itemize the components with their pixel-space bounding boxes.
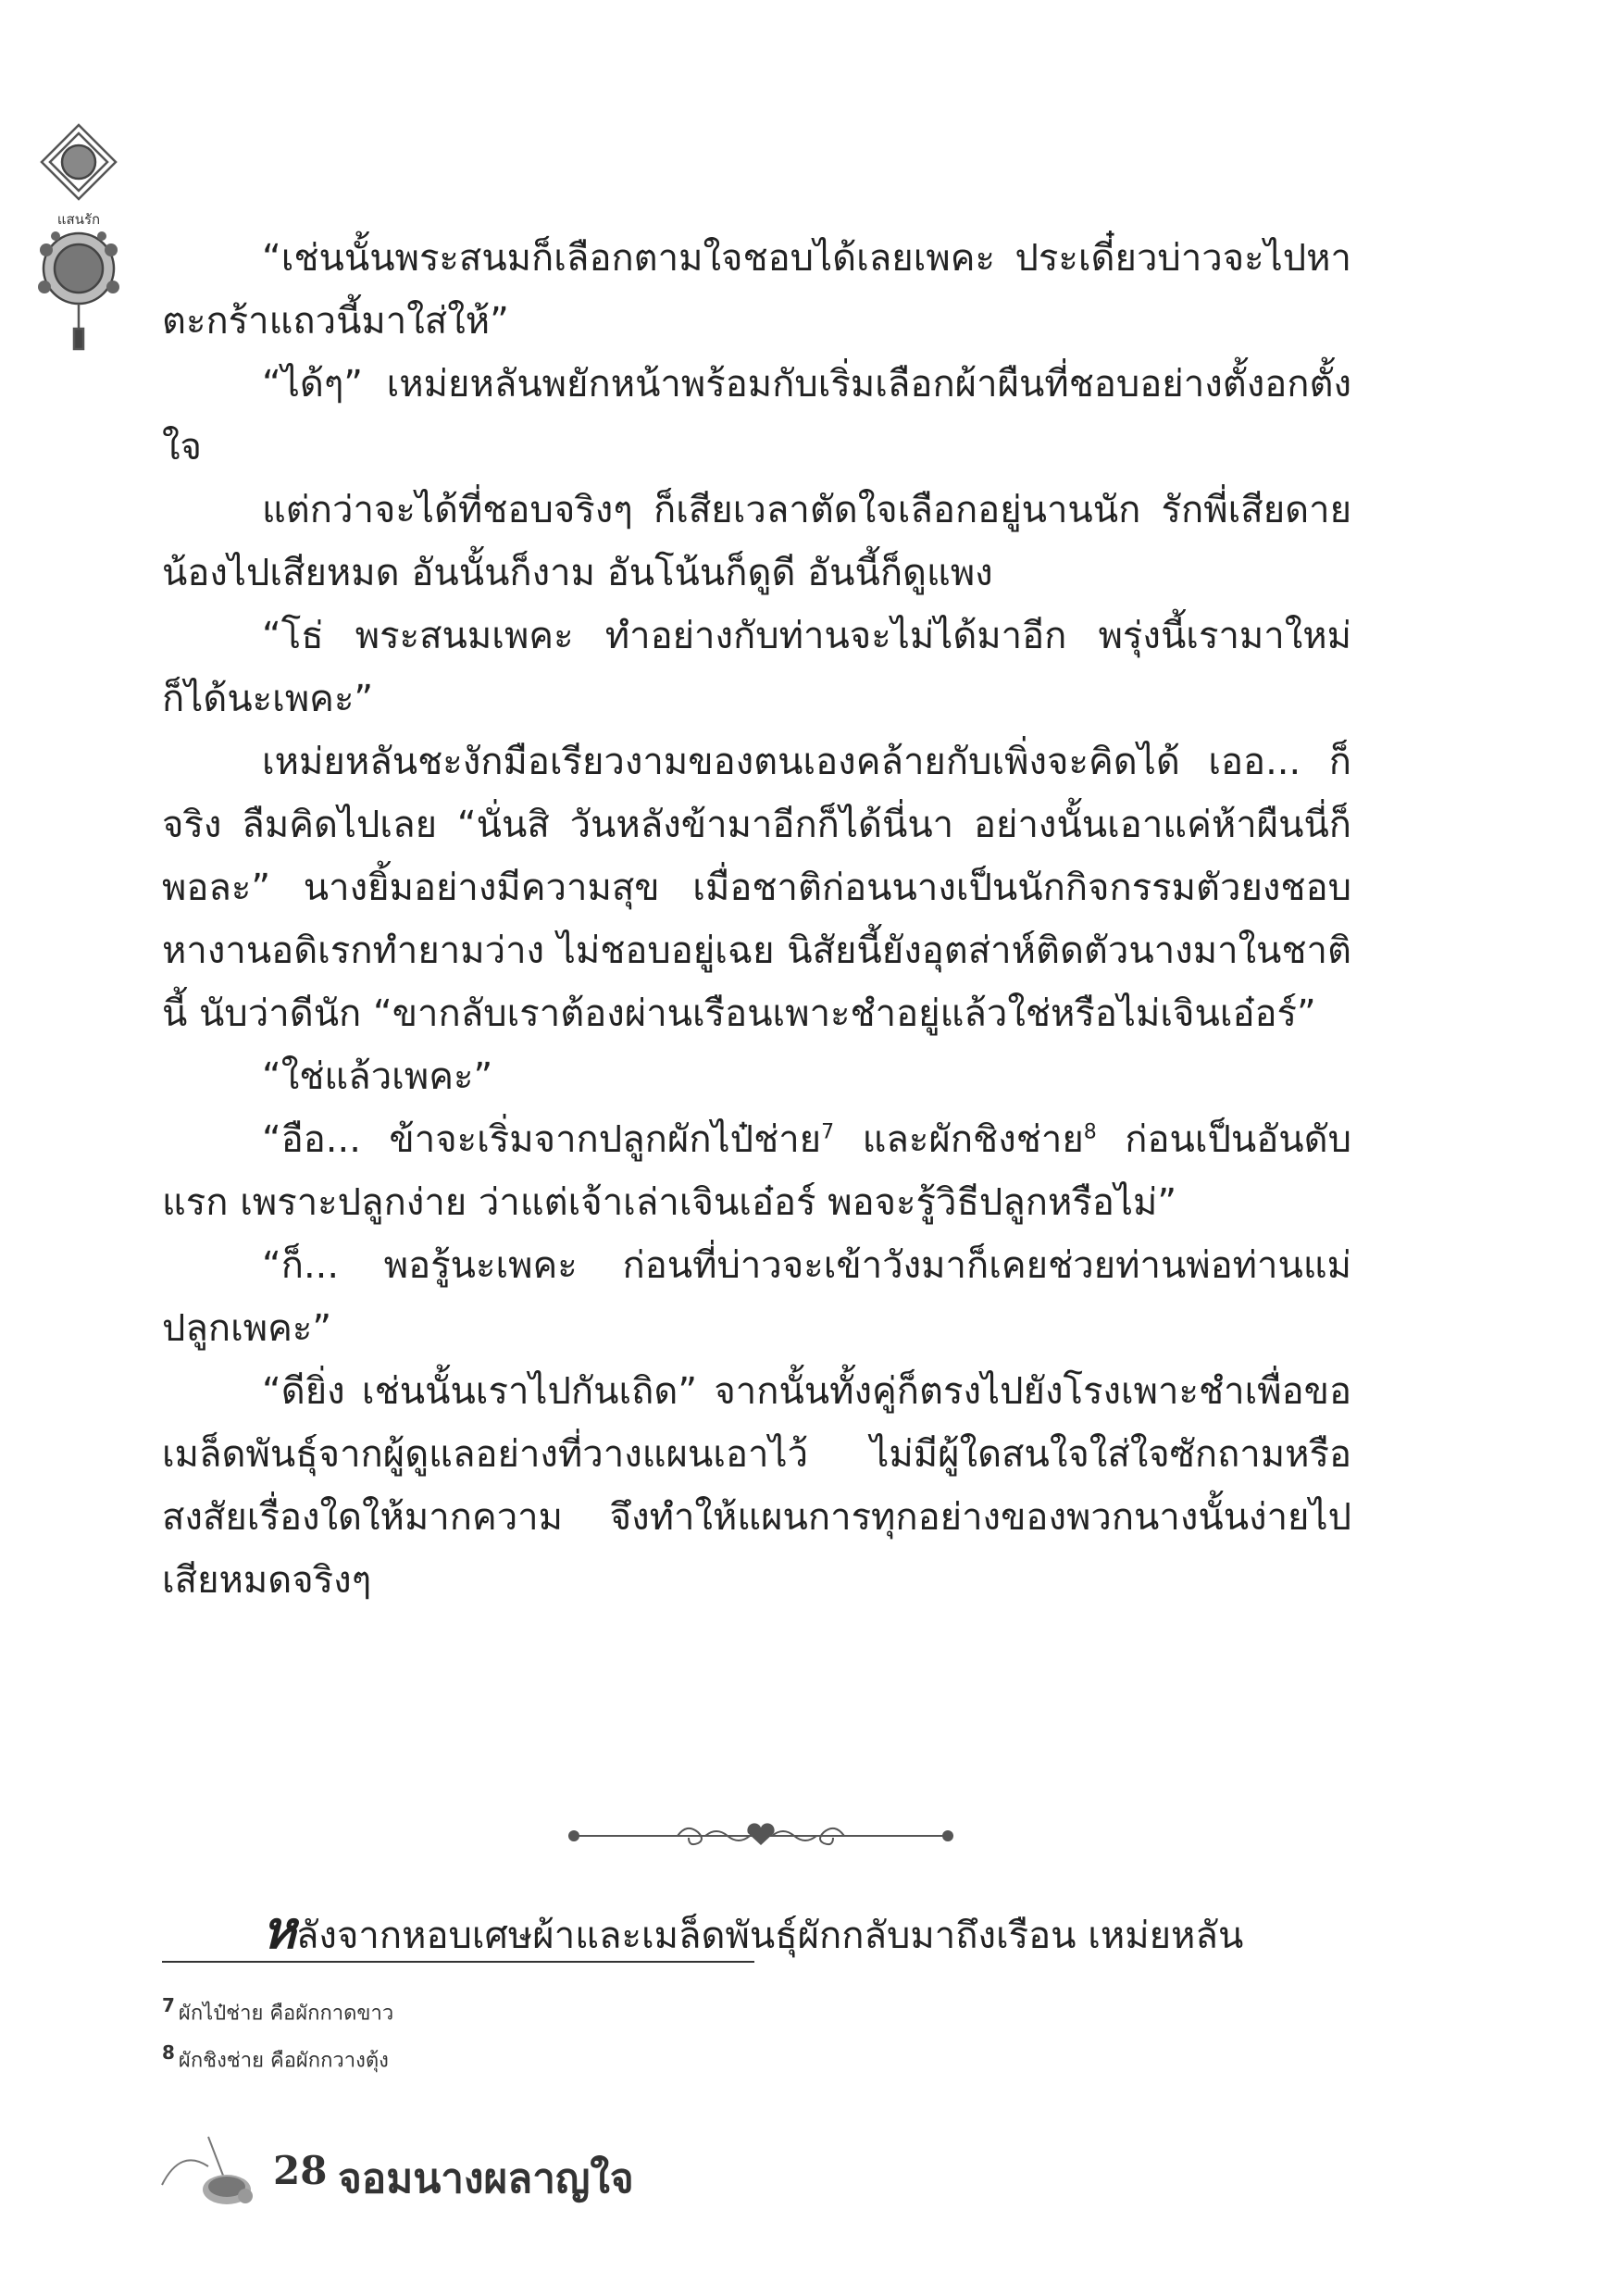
page-footer — [153, 2129, 708, 2213]
paragraph: “ได้ๆ” เหม่ยหลันพยักหน้าพร้อมกับเริ่มเลือกผ้าผืนที่ชอบอย่างตั้งอกตั้งใจ — [162, 363, 1351, 468]
paragraph-with-footnotes — [162, 1108, 1351, 1234]
paragraph-text: “อือ... ข้าจะเริ่มจากปลูกผักไป๋ช่าย — [262, 1118, 822, 1161]
publisher-ornament — [28, 120, 130, 361]
footnote-rule — [162, 1961, 754, 1963]
paragraph: แต่กว่าจะได้ที่ชอบจริงๆ ก็เสียเวลาตัดใจเลือกอยู่นานนัก รักพี่เสียดายน้องไปเสียหมด อันนั้นก็งาม อันโน้นก็ดูดี อันนี้ก็ดูแพง — [162, 489, 1351, 594]
footnotes — [162, 1986, 393, 2081]
footnote-number: 8 — [162, 2041, 175, 2065]
footnote-7 — [162, 1986, 393, 2033]
footnote-ref-7: 7 — [821, 1120, 835, 1144]
footnote-text: ผักชิงช่าย คือผักกวางตุ้ง — [178, 2049, 389, 2073]
footnote-text: ผักไป๋ช่าย คือผักกาดขาว — [178, 2002, 394, 2026]
paragraph-text: และผักชิงช่าย — [834, 1118, 1084, 1161]
page-number: 28 — [273, 2148, 328, 2193]
publisher-logo-text: แสนรัก — [56, 211, 101, 228]
drop-letter: ห — [262, 1900, 296, 1961]
paragraph: “ใช่แล้วเพคะ” — [262, 1055, 493, 1098]
book-title: จอมนางผลาญใจ — [338, 2155, 634, 2202]
thread-spool-icon — [153, 2129, 268, 2213]
section-divider — [566, 1817, 955, 1854]
paragraph: เหม่ยหลันชะงักมือเรียวงามของตนเองคล้ายกับเพิ่งจะคิดได้ เออ... ก็จริง ลืมคิดไปเลย “นั่นสิ วันหลังข้ามาอีกก็ได้นี่นา อย่างนั้นเอาแค่ห้าผืนนี่ก็พอละ” นางยิ้มอย่างมีความสุข เมื่อชาติก่อนนางเป็นนักกิจกรรมตัวยงชอบหางานอดิเรกทำยามว่าง ไม่ชอบอยู่เฉย นิสัยนี้ยังอุตส่าห์ติดตัวนางมาในชาตินี้ นับว่าดีนัก “ขากลับเราต้องผ่านเรือนเพาะชำอยู่แล้วใช่หรือไม่เจินเอ๋อร์” — [162, 741, 1351, 1035]
footnote-ref-8: 8 — [1083, 1120, 1097, 1144]
body-text — [162, 227, 1351, 1612]
paragraph-text: ก่อนเป็นอันดับแรก เพราะปลูกง่าย ว่าแต่เจ้าเล่าเจินเอ๋อร์ พอจะรู้วิธีปลูกหรือไม่” — [162, 1118, 1351, 1224]
paragraph: “ดียิ่ง เช่นนั้นเราไปกันเถิด” จากนั้นทั้งคู่ก็ตรงไปยังโรงเพาะชำเพื่อขอเมล็ดพันธุ์จากผู้ดูแลอย่างที่วางแผนเอาไว้ ไม่มีผู้ใดสนใจใส่ใจซักถามหรือสงสัยเรื่องใดให้มากความ จึงทำให้แผนการทุกอย่างของพวกนางนั้นง่ายไปเสียหมดจริงๆ — [162, 1370, 1351, 1602]
paragraph: “เช่นนั้นพระสนมก็เลือกตามใจชอบได้เลยเพคะ ประเดี๋ยวบ่าวจะไปหาตะกร้าแถวนี้มาใส่ให้” — [162, 237, 1351, 343]
section-opening — [162, 1899, 1351, 1967]
footnote-number: 7 — [162, 1994, 175, 2016]
section-opening-text: ลังจากหอบเศษผ้าและเมล็ดพันธุ์ผักกลับมาถึงเรือน เหม่ยหลัน — [295, 1915, 1244, 1957]
paragraph: “โธ่ พระสนมเพคะ ทำอย่างกับท่านจะไม่ได้มาอีก พรุ่งนี้เรามาใหม่ก็ได้นะเพคะ” — [162, 615, 1351, 720]
paragraph: “ก็... พอรู้นะเพคะ ก่อนที่บ่าวจะเข้าวังมาก็เคยช่วยท่านพ่อท่านแม่ปลูกเพคะ” — [162, 1244, 1351, 1350]
footnote-8 — [162, 2033, 393, 2080]
